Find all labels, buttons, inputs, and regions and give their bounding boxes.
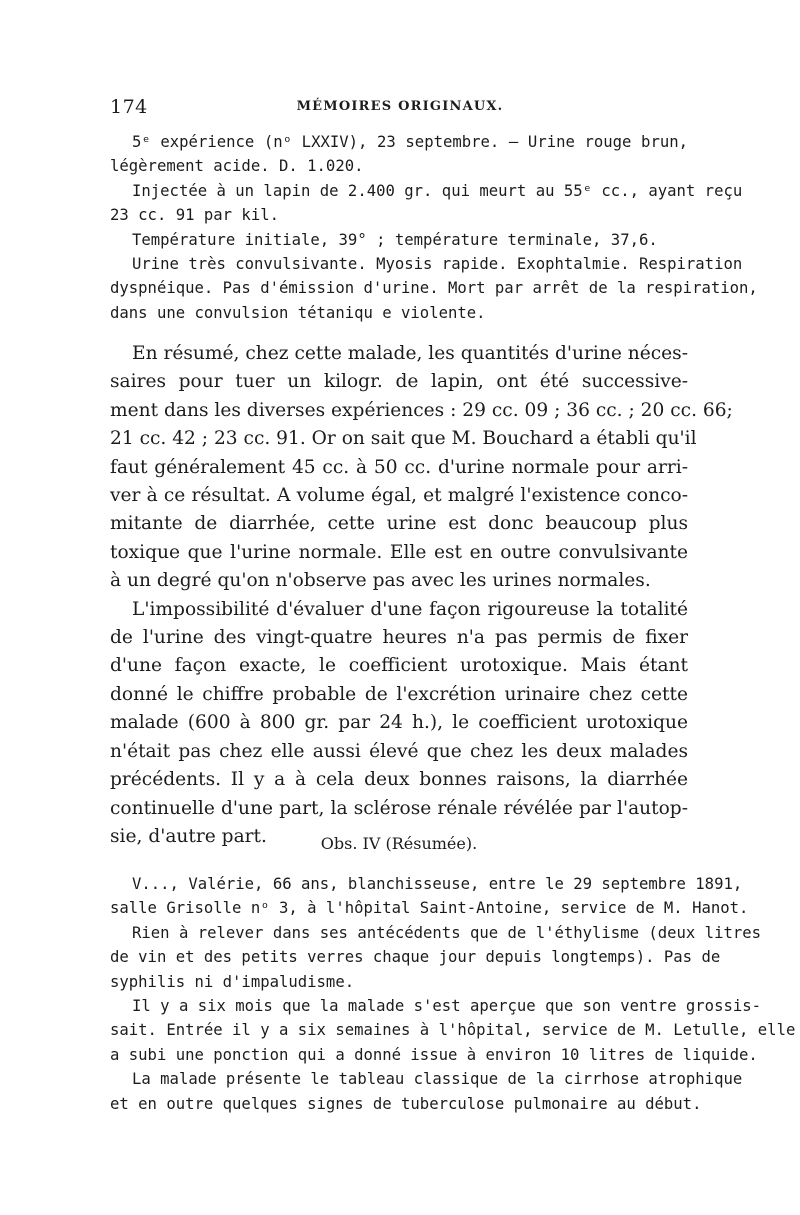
page-number: 174 <box>110 96 148 118</box>
text-line: et en outre quelques signes de tuberculose pulmonaire au début. <box>110 1094 702 1113</box>
observation-paragraph <box>110 872 796 1116</box>
text-line: Injectée à un lapin de 2.400 gr. qui meurt au 55ᵉ cc., ayant reçu <box>132 181 743 200</box>
text-line: à un degré qu'on n'observe pas avec les urines normales. <box>110 570 651 592</box>
text-line: légèrement acide. D. 1.020. <box>110 157 364 176</box>
text-line: toxique que l'urine normale. Elle est en outre convulsivante <box>110 541 688 563</box>
text-line: Il y a six mois que la malade s'est aperçue que son ventre grossis- <box>132 997 762 1016</box>
text-line: ver à ce résultat. A volume égal, et malgré l'existence conco- <box>110 485 688 507</box>
text-line: La malade présente le tableau classique de la cirrhose atrophique <box>132 1070 743 1089</box>
text-line: En résumé, chez cette malade, les quantités d'urine néces- <box>132 343 688 364</box>
text-line: sie, d'autre part. <box>110 825 267 847</box>
text-line: ment dans les diverses expériences : 29 cc. 09 ; 36 cc. ; 20 cc. 66; <box>110 399 733 421</box>
text-line: continuelle d'une part, la sclérose rénale révélée par l'autop- <box>110 797 688 819</box>
text-line: faut généralement 45 cc. à 50 cc. d'urine normale pour arri- <box>110 456 688 478</box>
text-line: Rien à relever dans ses antécédents que de l'éthylisme (deux litres <box>132 923 762 942</box>
text-line: a subi une ponction qui a donné issue à environ 10 litres de liquide. <box>110 1045 758 1064</box>
running-head: MÉMOIRES ORIGINAUX. <box>296 99 504 114</box>
text-line: précédents. Il y a à cela deux bonnes raisons, la diarrhée <box>110 769 688 791</box>
experiment-paragraph <box>110 130 758 325</box>
text-line: sait. Entrée il y a six semaines à l'hôpital, service de M. Letulle, elle <box>110 1021 796 1040</box>
text-line: d'une façon exacte, le coefficient urotoxique. Mais étant <box>110 655 688 677</box>
text-line: malade (600 à 800 gr. par 24 h.), le coefficient urotoxique <box>110 712 688 734</box>
summary-paragraph <box>110 340 733 851</box>
text-line: dans une convulsion tétaniqu e violente. <box>110 303 486 322</box>
page-header <box>110 96 690 120</box>
text-line: 5ᵉ expérience (nᵒ LXXIV), 23 septembre. — Urine rouge brun, <box>132 133 688 151</box>
text-line: L'impossibilité d'évaluer d'une façon rigoureuse la totalité <box>132 598 688 620</box>
text-line: n'était pas chez elle aussi élevé que chez les deux malades <box>110 740 688 762</box>
text-line: V..., Valérie, 66 ans, blanchisseuse, entre le 29 septembre 1891, <box>132 875 743 893</box>
text-line: dyspnéique. Pas d'émission d'urine. Mort par arrêt de la respiration, <box>110 279 758 298</box>
text-line: 21 cc. 42 ; 23 cc. 91. Or on sait que M. Bouchard a établi qu'il <box>110 428 697 450</box>
text-line: 23 cc. 91 par kil. <box>110 206 279 225</box>
text-line: mitante de diarrhée, cette urine est donc beaucoup plus <box>110 513 688 535</box>
text-line: saires pour tuer un kilogr. de lapin, ont été successive- <box>110 371 688 393</box>
text-line: Urine très convulsivante. Myosis rapide. Exophtalmie. Respiration <box>132 255 743 274</box>
observation-heading: Obs. IV (Résumée). <box>320 834 478 853</box>
text-line: syphilis ni d'impaludisme. <box>110 972 355 991</box>
text-line: salle Grisolle nᵒ 3, à l'hôpital Saint-Antoine, service de M. Hanot. <box>110 899 749 918</box>
text-line: de vin et des petits verres chaque jour depuis longtemps). Pas de <box>110 948 721 967</box>
text-line: de l'urine des vingt-quatre heures n'a pas permis de fixer <box>110 627 688 649</box>
text-line: Température initiale, 39° ; température terminale, 37,6. <box>132 230 658 249</box>
text-line: donné le chiffre probable de l'excrétion urinaire chez cette <box>110 683 688 705</box>
